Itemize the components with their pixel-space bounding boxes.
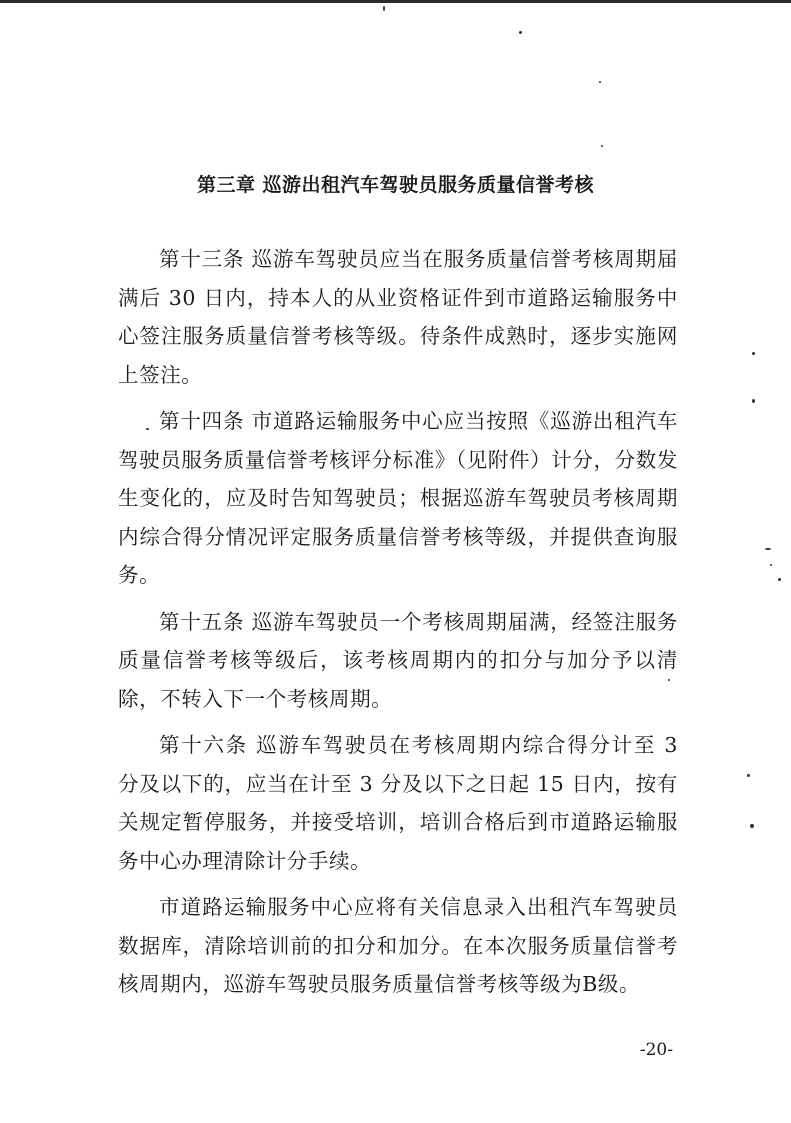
scan-speck [778, 578, 781, 581]
scan-top-edge [0, 0, 791, 3]
scan-speck [519, 31, 522, 34]
scan-speck [750, 824, 754, 828]
scan-speck [747, 774, 750, 777]
scan-speck [599, 81, 601, 83]
scan-speck [601, 145, 603, 147]
article-13-paragraph: 第十三条 巡游车驾驶员应当在服务质量信誉考核周期届满后 30 日内，持本人的从业资格证件到市道路运输服务中心签注服务质量信誉考核等级。待条件成熟时，逐步实施网上签注。 [118, 247, 678, 387]
document-body [118, 240, 678, 1012]
scan-speck [752, 352, 755, 355]
scan-speck [765, 548, 771, 550]
scan-speck [752, 399, 755, 403]
scan-speck [770, 564, 772, 566]
article-14-paragraph: 第十四条 市道路运输服务中心应当按照《巡游出租汽车驾驶员服务质量信誉考核评分标准》（见附件）计分，分数发生变化的，应及时告知驾驶员；根据巡游车驾驶员考核周期内综合得分情况评定服务质量信誉考核等级，并提供查询服务。 [118, 409, 678, 587]
chapter-title: 第三章 巡游出租汽车驾驶员服务质量信誉考核 [196, 174, 595, 196]
article-15-paragraph: 第十五条 巡游车驾驶员一个考核周期届满，经签注服务质量信誉考核等级后，该考核周期内的扣分与加分予以清除，不转入下一个考核周期。 [118, 609, 678, 711]
article-16-continuation-paragraph: 市道路运输服务中心应将有关信息录入出租汽车驾驶员数据库，清除培训前的扣分和加分。在本次服务质量信誉考核周期内，巡游车驾驶员服务质量信誉考核等级为B级。 [118, 895, 678, 996]
scan-speck [383, 6, 385, 11]
page-number: -20- [639, 1040, 673, 1060]
article-16-paragraph: 第十六条 巡游车驾驶员在考核周期内综合得分计至 3 分及以下的，应当在计至 3 分及以下之日起 15 日内，按有关规定暂停服务，并接受培训，培训合格后到市道路运输服务中心办理清除计分手续。 [118, 733, 678, 873]
